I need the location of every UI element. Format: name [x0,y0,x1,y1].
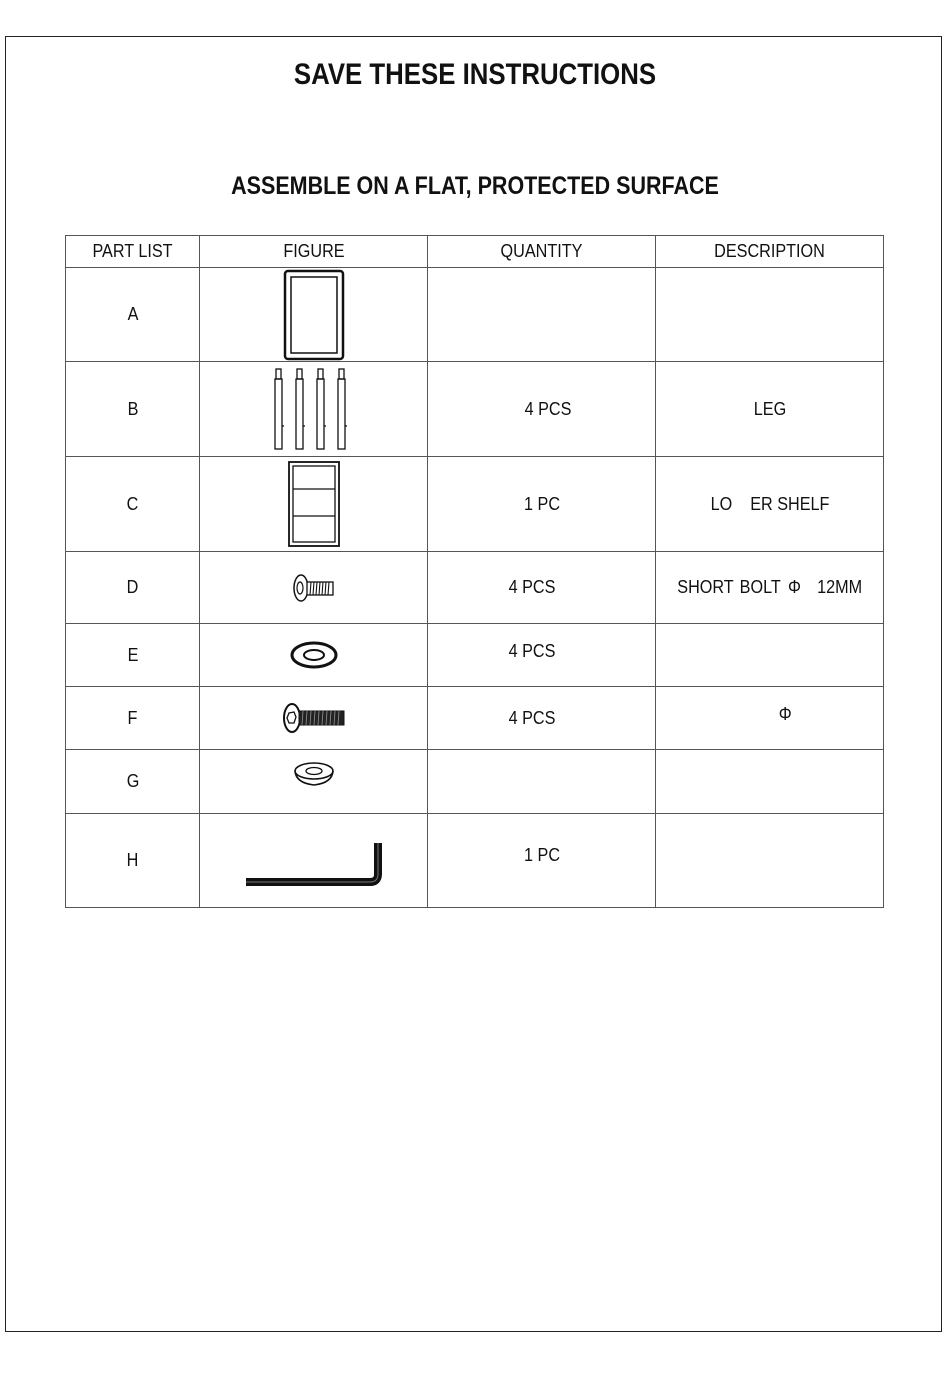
quantity-cell [428,750,656,814]
description-cell [656,552,884,624]
table-row [66,624,884,687]
quantity-cell [428,268,656,362]
description-cell [656,814,884,908]
description-cell [656,457,884,552]
shelf-icon [287,460,341,548]
part-letter: G [66,750,200,814]
figure-cell [200,457,428,552]
cap-nut-icon [292,761,336,791]
table-row [66,268,884,362]
table-header-row [66,236,884,268]
diameter-symbol: Φ [779,703,793,724]
allen-key-icon [244,840,384,890]
parts-table [65,235,884,908]
description-cell: LEG [656,362,884,457]
part-letter: E [66,624,200,687]
description-cell [656,687,884,750]
header-quantity: QUANTITY [428,236,656,268]
table-row [66,552,884,624]
quantity-cell: 1 PC [428,457,656,552]
short-bolt-icon [292,573,336,603]
figure-cell [200,624,428,687]
figure-cell [200,687,428,750]
table-row [66,687,884,750]
figure-cell [200,814,428,908]
description-left: LO [710,493,732,514]
figure-cell [200,268,428,362]
table-row [66,457,884,552]
header-figure: FIGURE [200,236,428,268]
figure-cell [200,552,428,624]
description-left: SHORT BOLT [677,577,781,597]
part-letter: B [66,362,200,457]
table-row [66,362,884,457]
description-cell [656,268,884,362]
figure-cell [200,362,428,457]
quantity-cell: 4 PCS [428,362,656,457]
washer-icon [290,640,338,670]
page-title: SAVE THESE INSTRUCTIONS [293,58,657,91]
long-bolt-icon [282,701,346,735]
table-row [66,814,884,908]
page-subtitle: ASSEMBLE ON A FLAT, PROTECTED SURFACE [231,172,719,200]
diameter-symbol: Φ [787,577,801,597]
part-letter: C [66,457,200,552]
description-cell [656,750,884,814]
frame-panel-icon [283,269,345,361]
quantity-cell: 4 PCS [428,552,656,624]
part-letter: D [66,552,200,624]
header-part-list: PART LIST [66,236,200,268]
part-letter: H [66,814,200,908]
description-cell [656,624,884,687]
part-letter: A [66,268,200,362]
quantity-cell: 4 PCS [428,624,656,687]
legs-icon [272,368,356,450]
description-right: 12MM [816,577,863,597]
header-description: DESCRIPTION [656,236,884,268]
table-row [66,750,884,814]
figure-cell [200,750,428,814]
part-letter: F [66,687,200,750]
quantity-cell: 1 PC [428,814,656,908]
quantity-cell: 4 PCS [428,687,656,750]
description-right: ER SHELF [749,493,829,514]
